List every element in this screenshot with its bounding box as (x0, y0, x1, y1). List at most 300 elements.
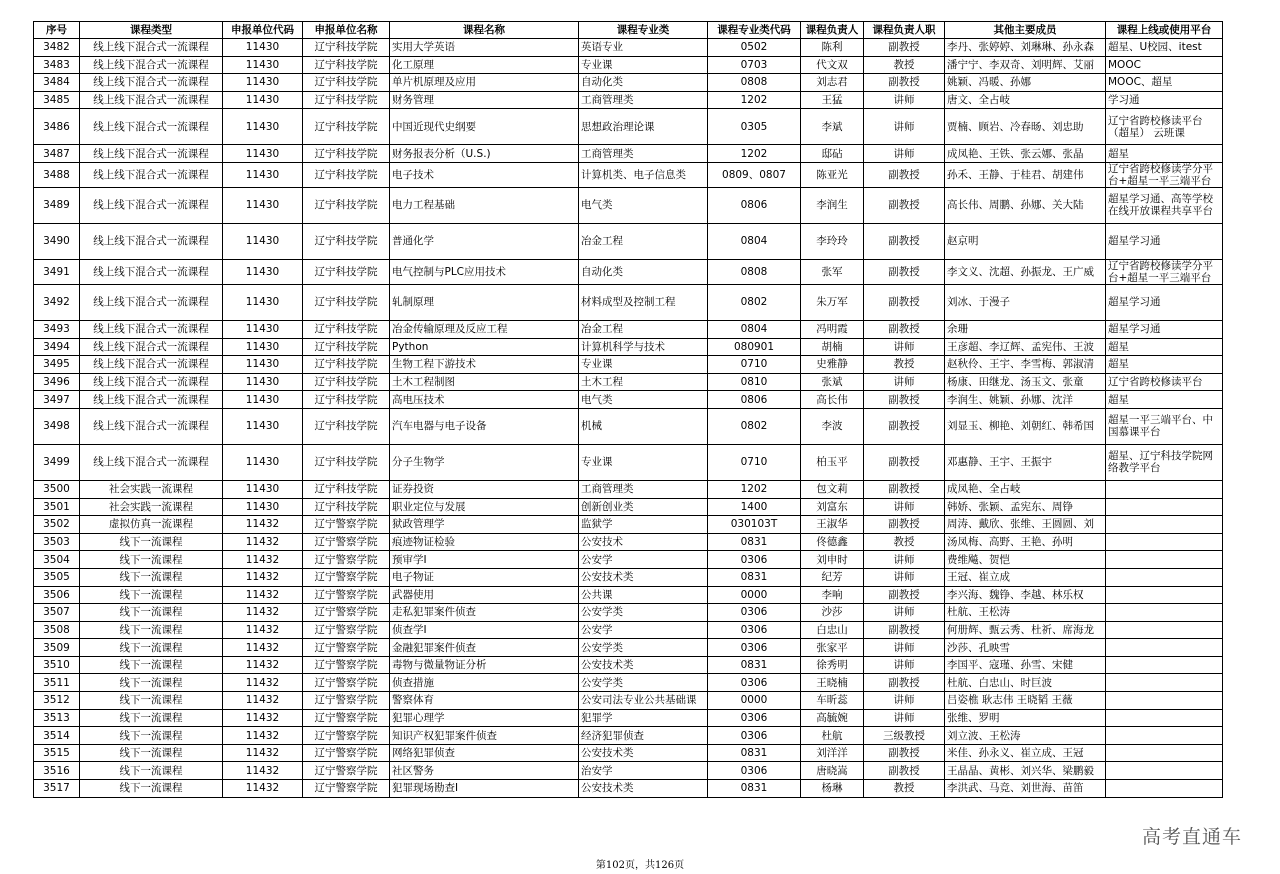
table-cell: 辽宁科技学院 (303, 444, 390, 480)
table-row (34, 780, 1223, 798)
table-cell: 普通化学 (390, 223, 579, 259)
table-cell: 王晶晶、黄彬、刘兴华、梁鹏毅 (945, 762, 1106, 780)
table-cell: 3499 (34, 444, 80, 480)
table-row (34, 320, 1223, 338)
table-row (34, 586, 1223, 604)
table-cell: 线上线下混合式一流课程 (80, 373, 223, 391)
table-cell: 0802 (708, 408, 801, 444)
table-cell: 线上线下混合式一流课程 (80, 391, 223, 409)
table-cell: 线上线下混合式一流课程 (80, 74, 223, 92)
table-row (34, 551, 1223, 569)
table-cell: 电子物证 (390, 568, 579, 586)
table-cell: 电气类 (579, 391, 708, 409)
table-row (34, 533, 1223, 551)
table-cell: 3506 (34, 586, 80, 604)
table-cell (1106, 533, 1223, 551)
table-cell: 讲师 (864, 568, 945, 586)
table-cell: 教授 (864, 56, 945, 74)
table-cell: 11430 (223, 91, 303, 109)
table-cell: 3501 (34, 498, 80, 516)
table-cell: 3488 (34, 162, 80, 187)
table-cell: 线上线下混合式一流课程 (80, 56, 223, 74)
table-cell: 公安司法专业公共基础课 (579, 692, 708, 710)
table-cell: 11430 (223, 39, 303, 57)
table-cell: 公安技术类 (579, 780, 708, 798)
table-cell: 单片机原理及应用 (390, 74, 579, 92)
table-row (34, 56, 1223, 74)
table-row (34, 516, 1223, 534)
table-cell: 沙莎 (801, 604, 864, 622)
table-cell: 线上线下混合式一流课程 (80, 145, 223, 163)
table-cell (1106, 639, 1223, 657)
table-cell: 电气类 (579, 187, 708, 223)
table-cell: 3500 (34, 480, 80, 498)
table-cell: 0831 (708, 780, 801, 798)
table-cell: 杨琳 (801, 780, 864, 798)
table-cell: 超星学习通 (1106, 223, 1223, 259)
table-cell: 张军 (801, 259, 864, 284)
table-cell: 张斌 (801, 373, 864, 391)
table-cell: 辽宁警察学院 (303, 639, 390, 657)
table-cell: 杜航、白忠山、时巨波 (945, 674, 1106, 692)
table-cell: 毒物与微量物证分析 (390, 656, 579, 674)
table-cell: 辽宁警察学院 (303, 551, 390, 569)
table-cell: 辽宁警察学院 (303, 744, 390, 762)
table-cell: 线上线下混合式一流课程 (80, 91, 223, 109)
table-cell: 11430 (223, 320, 303, 338)
table-cell: 李洪武、马竞、刘世海、苗笛 (945, 780, 1106, 798)
table-cell: 冶金传输原理及反应工程 (390, 320, 579, 338)
table-cell: 冶金工程 (579, 223, 708, 259)
table-cell: 公安技术类 (579, 568, 708, 586)
table-cell (1106, 709, 1223, 727)
table-cell: 专业课 (579, 56, 708, 74)
table-row (34, 639, 1223, 657)
column-header: 申报单位代码 (223, 22, 303, 39)
table-cell: 思想政治理论课 (579, 109, 708, 145)
table-cell: 3486 (34, 109, 80, 145)
table-cell (1106, 568, 1223, 586)
table-row (34, 744, 1223, 762)
table-cell: 3516 (34, 762, 80, 780)
table-cell: 辽宁科技学院 (303, 498, 390, 516)
table-cell: 李润生 (801, 187, 864, 223)
table-cell: 3512 (34, 692, 80, 710)
table-cell: 线上线下混合式一流课程 (80, 109, 223, 145)
table-cell: 李波 (801, 408, 864, 444)
table-cell: 0804 (708, 223, 801, 259)
table-cell: 副教授 (864, 320, 945, 338)
table-row (34, 74, 1223, 92)
column-header: 课程负责人 (801, 22, 864, 39)
table-cell: 11430 (223, 74, 303, 92)
table-cell: 辽宁科技学院 (303, 320, 390, 338)
table-row (34, 444, 1223, 480)
table-cell: 韩娇、张颖、孟宪东、周铮 (945, 498, 1106, 516)
table-cell: 3517 (34, 780, 80, 798)
table-cell: 刘志君 (801, 74, 864, 92)
table-cell: 徐秀明 (801, 656, 864, 674)
table-cell: 英语专业 (579, 39, 708, 57)
table-row (34, 259, 1223, 284)
table-cell: 线下一流课程 (80, 604, 223, 622)
table-cell: 副教授 (864, 744, 945, 762)
table-cell: 高长伟、周鹏、孙娜、关大陆 (945, 187, 1106, 223)
table-cell: 生物工程下游技术 (390, 356, 579, 374)
table-cell: 高电压技术 (390, 391, 579, 409)
table-cell: 3485 (34, 91, 80, 109)
table-cell: 3507 (34, 604, 80, 622)
table-row (34, 223, 1223, 259)
table-cell: 教授 (864, 533, 945, 551)
table-cell: 11430 (223, 162, 303, 187)
table-cell: 刘立波、王松涛 (945, 727, 1106, 745)
table-row (34, 674, 1223, 692)
table-cell: 线上线下混合式一流课程 (80, 408, 223, 444)
table-cell: 预审学Ⅰ (390, 551, 579, 569)
table-cell: 姚颖、冯暖、孙娜 (945, 74, 1106, 92)
table-cell: 杜航 (801, 727, 864, 745)
table-cell: 线下一流课程 (80, 780, 223, 798)
table-cell (1106, 762, 1223, 780)
table-cell: 公安技术 (579, 533, 708, 551)
table-cell: 辽宁科技学院 (303, 480, 390, 498)
table-cell: 线上线下混合式一流课程 (80, 338, 223, 356)
table-cell (1106, 744, 1223, 762)
table-cell: 包文莉 (801, 480, 864, 498)
table-cell: 李响 (801, 586, 864, 604)
table-cell: 11432 (223, 709, 303, 727)
table-cell: 犯罪现场勘查Ⅰ (390, 780, 579, 798)
table-cell: 0306 (708, 762, 801, 780)
table-cell: 辽宁警察学院 (303, 533, 390, 551)
table-cell: 辽宁警察学院 (303, 586, 390, 604)
table-cell: 3490 (34, 223, 80, 259)
table-cell: 0808 (708, 259, 801, 284)
table-cell: 11432 (223, 656, 303, 674)
table-cell: 超星、辽宁科技学院网络教学平台 (1106, 444, 1223, 480)
table-cell: 李文义、沈超、孙振龙、王广威 (945, 259, 1106, 284)
table-cell: 辽宁警察学院 (303, 568, 390, 586)
table-cell: 线下一流课程 (80, 762, 223, 780)
table-cell: 赵京明 (945, 223, 1106, 259)
table-cell (1106, 621, 1223, 639)
table-cell: 工商管理类 (579, 480, 708, 498)
table-cell: 11430 (223, 338, 303, 356)
table-cell: 刘富东 (801, 498, 864, 516)
table-cell: 经济犯罪侦查 (579, 727, 708, 745)
table-cell: 李润生、姚颖、孙娜、沈洋 (945, 391, 1106, 409)
table-cell: 副教授 (864, 284, 945, 320)
table-cell: 11432 (223, 533, 303, 551)
table-cell: 唐文、全占岐 (945, 91, 1106, 109)
table-cell: 3483 (34, 56, 80, 74)
table-cell: 3487 (34, 145, 80, 163)
table-row (34, 145, 1223, 163)
table-cell: 线下一流课程 (80, 639, 223, 657)
table-cell: 辽宁警察学院 (303, 656, 390, 674)
table-cell: 警察体育 (390, 692, 579, 710)
table-cell (1106, 780, 1223, 798)
table-cell: 11432 (223, 727, 303, 745)
table-row (34, 109, 1223, 145)
table-cell: 080901 (708, 338, 801, 356)
table-cell: 王晓楠 (801, 674, 864, 692)
table-cell: 公安学类 (579, 604, 708, 622)
table-cell: 0306 (708, 551, 801, 569)
table-cell: 线上线下混合式一流课程 (80, 444, 223, 480)
table-cell: 线下一流课程 (80, 621, 223, 639)
table-cell: 副教授 (864, 762, 945, 780)
table-cell: 王猛 (801, 91, 864, 109)
table-cell: 电子技术 (390, 162, 579, 187)
table-cell: 李兴海、魏铮、李越、林乐权 (945, 586, 1106, 604)
table-cell: 030103T (708, 516, 801, 534)
table-cell: 0806 (708, 391, 801, 409)
table-cell: 0831 (708, 533, 801, 551)
table-cell: 副教授 (864, 480, 945, 498)
table-cell: 副教授 (864, 408, 945, 444)
table-cell: 0809、0807 (708, 162, 801, 187)
table-cell: 0831 (708, 744, 801, 762)
table-cell: 0703 (708, 56, 801, 74)
table-cell: 1202 (708, 480, 801, 498)
table-cell: 汽车电器与电子设备 (390, 408, 579, 444)
table-cell: 辽宁警察学院 (303, 780, 390, 798)
table-cell: 辽宁科技学院 (303, 338, 390, 356)
table-cell: 11432 (223, 744, 303, 762)
table-cell: 3495 (34, 356, 80, 374)
table-cell: 3489 (34, 187, 80, 223)
table-cell: 11430 (223, 480, 303, 498)
table-cell: 社会实践一流课程 (80, 480, 223, 498)
table-cell: 副教授 (864, 391, 945, 409)
table-cell: 分子生物学 (390, 444, 579, 480)
table-cell: 线下一流课程 (80, 533, 223, 551)
table-cell (1106, 727, 1223, 745)
table-cell: 辽宁科技学院 (303, 356, 390, 374)
table-cell: 犯罪学 (579, 709, 708, 727)
table-cell: 创新创业类 (579, 498, 708, 516)
table-cell: 3482 (34, 39, 80, 57)
table-cell: 辽宁警察学院 (303, 621, 390, 639)
table-cell: 11430 (223, 498, 303, 516)
table-cell: 3502 (34, 516, 80, 534)
table-cell: 3493 (34, 320, 80, 338)
table-cell: 线下一流课程 (80, 674, 223, 692)
table-cell: 线下一流课程 (80, 586, 223, 604)
table-cell: 0808 (708, 74, 801, 92)
table-cell: 讲师 (864, 338, 945, 356)
table-cell: 公共课 (579, 586, 708, 604)
table-cell: 副教授 (864, 259, 945, 284)
table-cell: 3511 (34, 674, 80, 692)
table-cell: 吕姿樵 耿志伟 王晓韬 王薇 (945, 692, 1106, 710)
table-cell (1106, 586, 1223, 604)
table-cell: 线下一流课程 (80, 692, 223, 710)
table-cell: 0305 (708, 109, 801, 145)
table-row (34, 408, 1223, 444)
table-cell: 侦查措施 (390, 674, 579, 692)
watermark-logo: 高考直通车 (1142, 826, 1243, 848)
table-cell: 11432 (223, 674, 303, 692)
table-cell: 11432 (223, 780, 303, 798)
table-cell: 11430 (223, 145, 303, 163)
table-cell: 0502 (708, 39, 801, 57)
table-cell (1106, 480, 1223, 498)
table-row (34, 356, 1223, 374)
table-cell: 3492 (34, 284, 80, 320)
table-cell: 王冠、崔立成 (945, 568, 1106, 586)
table-cell: 辽宁科技学院 (303, 373, 390, 391)
table-cell: 11432 (223, 692, 303, 710)
table-cell: 化工原理 (390, 56, 579, 74)
table-cell: 沙莎、孔映雪 (945, 639, 1106, 657)
table-cell: 犯罪心理学 (390, 709, 579, 727)
table-cell: 土木工程制图 (390, 373, 579, 391)
table-cell: 陈亚光 (801, 162, 864, 187)
column-header: 课程专业类代码 (708, 22, 801, 39)
table-cell: 财务管理 (390, 91, 579, 109)
table-cell: 讲师 (864, 91, 945, 109)
table-cell: 成凤艳、王铁、张云娜、张晶 (945, 145, 1106, 163)
table-cell: 线上线下混合式一流课程 (80, 162, 223, 187)
table-cell: 线下一流课程 (80, 744, 223, 762)
table-cell: 机械 (579, 408, 708, 444)
table-cell: 讲师 (864, 656, 945, 674)
table-cell: 辽宁科技学院 (303, 391, 390, 409)
table-cell: 11430 (223, 259, 303, 284)
course-table (33, 21, 1223, 798)
table-cell: 代文双 (801, 56, 864, 74)
table-cell: 监狱学 (579, 516, 708, 534)
table-cell: 线上线下混合式一流课程 (80, 223, 223, 259)
table-cell: 冶金工程 (579, 320, 708, 338)
table-cell: 3514 (34, 727, 80, 745)
table-cell: 线下一流课程 (80, 656, 223, 674)
table-row (34, 187, 1223, 223)
table-cell: 成凤艳、全占岐 (945, 480, 1106, 498)
table-cell: 11432 (223, 762, 303, 780)
table-cell: 纪芳 (801, 568, 864, 586)
table-cell: 线下一流课程 (80, 568, 223, 586)
table-cell: 走私犯罪案件侦查 (390, 604, 579, 622)
table-cell: 讲师 (864, 498, 945, 516)
table-cell: 史雅静 (801, 356, 864, 374)
table-cell: 副教授 (864, 621, 945, 639)
table-cell: 辽宁科技学院 (303, 284, 390, 320)
table-cell: 辽宁科技学院 (303, 162, 390, 187)
table-cell: 公安学类 (579, 639, 708, 657)
table-cell: 证券投资 (390, 480, 579, 498)
table-cell: Python (390, 338, 579, 356)
table-cell: 电气控制与PLC应用技术 (390, 259, 579, 284)
table-cell: 狱政管理学 (390, 516, 579, 534)
table-row (34, 692, 1223, 710)
table-cell: 汤凤梅、高野、王艳、孙明 (945, 533, 1106, 551)
table-cell: 孙禾、王静、于桂君、胡建伟 (945, 162, 1106, 187)
table-cell: 计算机科学与技术 (579, 338, 708, 356)
table-cell: 3484 (34, 74, 80, 92)
table-cell: 0810 (708, 373, 801, 391)
table-cell: 辽宁科技学院 (303, 56, 390, 74)
table-cell (1106, 498, 1223, 516)
column-header: 课程名称 (390, 22, 579, 39)
table-cell: 白忠山 (801, 621, 864, 639)
table-cell: 公安技术类 (579, 656, 708, 674)
table-cell: 11430 (223, 223, 303, 259)
table-cell: 刘冰、于漫子 (945, 284, 1106, 320)
table-body (34, 39, 1223, 798)
table-cell: 11432 (223, 621, 303, 639)
table-cell: 辽宁科技学院 (303, 91, 390, 109)
table-cell: 副教授 (864, 586, 945, 604)
table-row (34, 568, 1223, 586)
table-cell: 高长伟 (801, 391, 864, 409)
table-cell: 米佳、孙永义、崔立成、王冠 (945, 744, 1106, 762)
table-cell: 辽宁省跨校修读学分平台+超星一平三端平台 (1106, 162, 1223, 187)
table-cell: 副教授 (864, 74, 945, 92)
table-cell: 王淑华 (801, 516, 864, 534)
table-cell: 线上线下混合式一流课程 (80, 356, 223, 374)
table-cell: 余珊 (945, 320, 1106, 338)
table-cell: 副教授 (864, 223, 945, 259)
table-cell: 唐晓嵩 (801, 762, 864, 780)
table-cell: 杨康、田继龙、汤玉文、张童 (945, 373, 1106, 391)
table-row (34, 604, 1223, 622)
table-cell: 辽宁警察学院 (303, 516, 390, 534)
table-cell: 线上线下混合式一流课程 (80, 320, 223, 338)
table-cell: 0804 (708, 320, 801, 338)
table-cell: 工商管理类 (579, 145, 708, 163)
table-cell: 何册辉、甄云秀、杜祈、席海龙 (945, 621, 1106, 639)
table-cell: 辽宁科技学院 (303, 39, 390, 57)
table-cell: 专业课 (579, 356, 708, 374)
table-cell: 线上线下混合式一流课程 (80, 259, 223, 284)
table-cell: 11430 (223, 391, 303, 409)
table-cell: 11432 (223, 604, 303, 622)
table-row (34, 709, 1223, 727)
table-cell: 超星 (1106, 391, 1223, 409)
table-row (34, 373, 1223, 391)
table-cell: 费维飚、贺恺 (945, 551, 1106, 569)
table-cell: 1400 (708, 498, 801, 516)
table-cell: 公安技术类 (579, 744, 708, 762)
table-cell: 线上线下混合式一流课程 (80, 187, 223, 223)
table-cell: 赵秋伶、王宇、李雪梅、郭淑清 (945, 356, 1106, 374)
table-cell: 高毓婉 (801, 709, 864, 727)
table-cell (1106, 551, 1223, 569)
table-cell: 教授 (864, 356, 945, 374)
table-cell: 1202 (708, 91, 801, 109)
table-cell: 线下一流课程 (80, 727, 223, 745)
table-cell: 3513 (34, 709, 80, 727)
table-cell: 11432 (223, 586, 303, 604)
table-cell: 超星 (1106, 145, 1223, 163)
table-cell: 刘申时 (801, 551, 864, 569)
table-cell: 辽宁科技学院 (303, 259, 390, 284)
table-cell: 电力工程基础 (390, 187, 579, 223)
table-cell: 3497 (34, 391, 80, 409)
column-header: 课程上线或使用平台 (1106, 22, 1223, 39)
table-cell: 李斌 (801, 109, 864, 145)
table-cell: 冯明霞 (801, 320, 864, 338)
table-cell: 邓惠静、王宇、王振宇 (945, 444, 1106, 480)
table-cell: 11430 (223, 356, 303, 374)
table-cell: 讲师 (864, 604, 945, 622)
table-cell: 0306 (708, 727, 801, 745)
table-cell: 副教授 (864, 162, 945, 187)
